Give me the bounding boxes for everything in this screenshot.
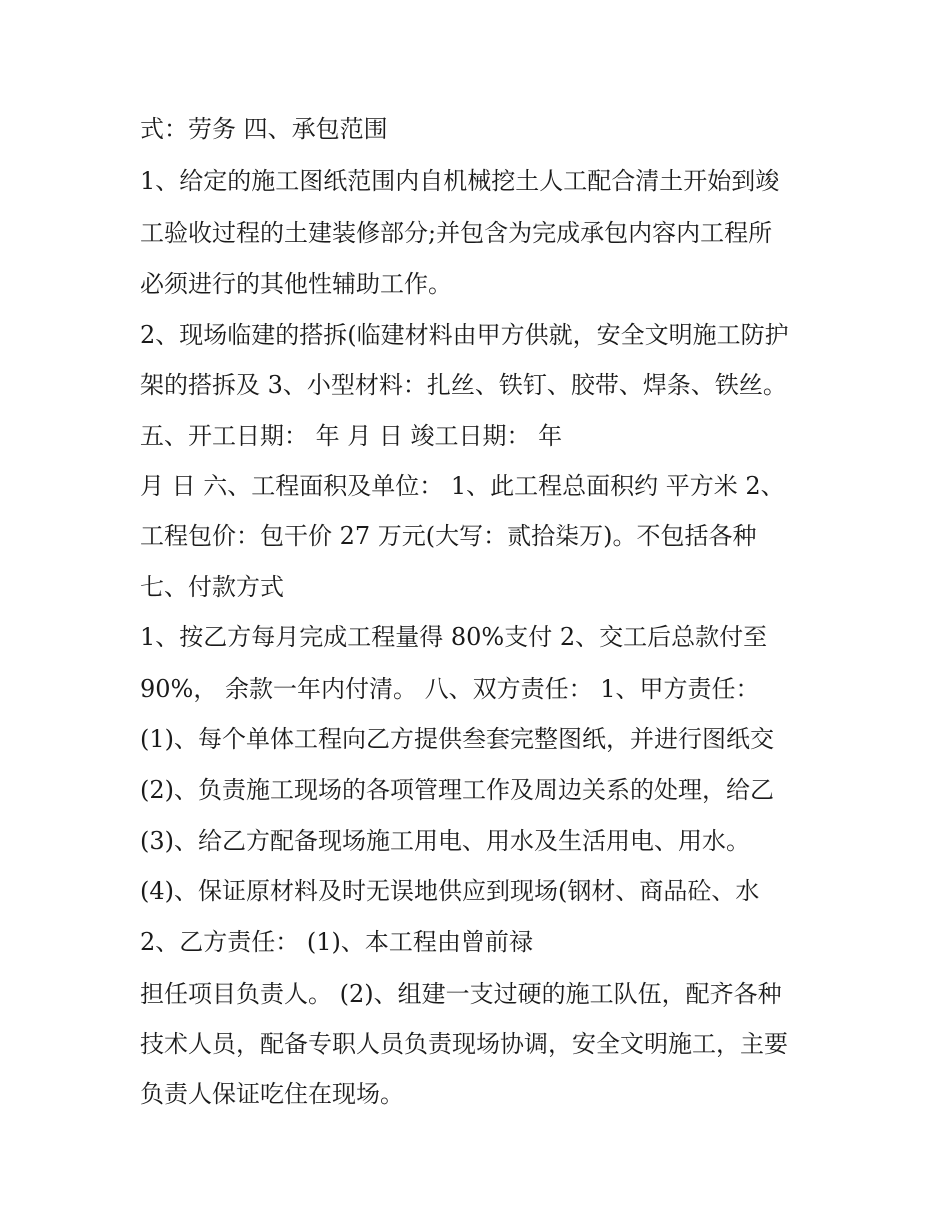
- text-line: 工程包价：包干价 27 万元(大写：贰拾柒万)。不包括各种: [140, 522, 757, 550]
- text-line: (1)、每个单体工程向乙方提供叁套完整图纸，并进行图纸交: [140, 725, 774, 753]
- text-line: 2、乙方责任： (1)、本工程由曾前禄: [140, 928, 533, 956]
- text-line: 必须进行的其他性辅助工作。: [140, 270, 452, 298]
- text-line: 七、付款方式: [140, 573, 284, 601]
- text-line: 1、给定的施工图纸范围内自机械挖土人工配合清土开始到竣: [140, 167, 780, 195]
- text-line: 90%， 余款一年内付清。 八、双方责任： 1、甲方责任：: [140, 675, 760, 703]
- text-line: 技术人员，配备专职人员负责现场协调，安全文明施工，主要: [140, 1030, 788, 1058]
- text-line: (4)、保证原材料及时无误地供应到现场(钢材、商品砼、水: [140, 877, 760, 905]
- text-line: 负责人保证吃住在现场。: [140, 1080, 404, 1108]
- text-line: 五、开工日期： 年 月 日 竣工日期： 年: [140, 422, 563, 450]
- text-line: 月 日 六、工程面积及单位： 1、此工程总面积约 平方米 2、: [140, 472, 785, 500]
- text-line: 担任项目负责人。 (2)、组建一支过硬的施工队伍，配齐各种: [140, 980, 782, 1008]
- text-line: (2)、负责施工现场的各项管理工作及周边关系的处理，给乙: [140, 776, 774, 804]
- text-line: 2、现场临建的搭拆(临建材料由甲方供就，安全文明施工防护: [140, 321, 789, 349]
- text-line: 工验收过程的土建装修部分;并包含为完成承包内容内工程所: [140, 219, 773, 247]
- text-line: 式：劳务 四、承包范围: [140, 115, 388, 143]
- text-line: 1、按乙方每月完成工程量得 80%支付 2、交工后总款付至: [140, 623, 768, 651]
- text-line: 架的搭拆及 3、小型材料：扎丝、铁钉、胶带、焊条、铁丝。: [140, 371, 787, 399]
- text-line: (3)、给乙方配备现场施工用电、用水及生活用电、用水。: [140, 827, 750, 855]
